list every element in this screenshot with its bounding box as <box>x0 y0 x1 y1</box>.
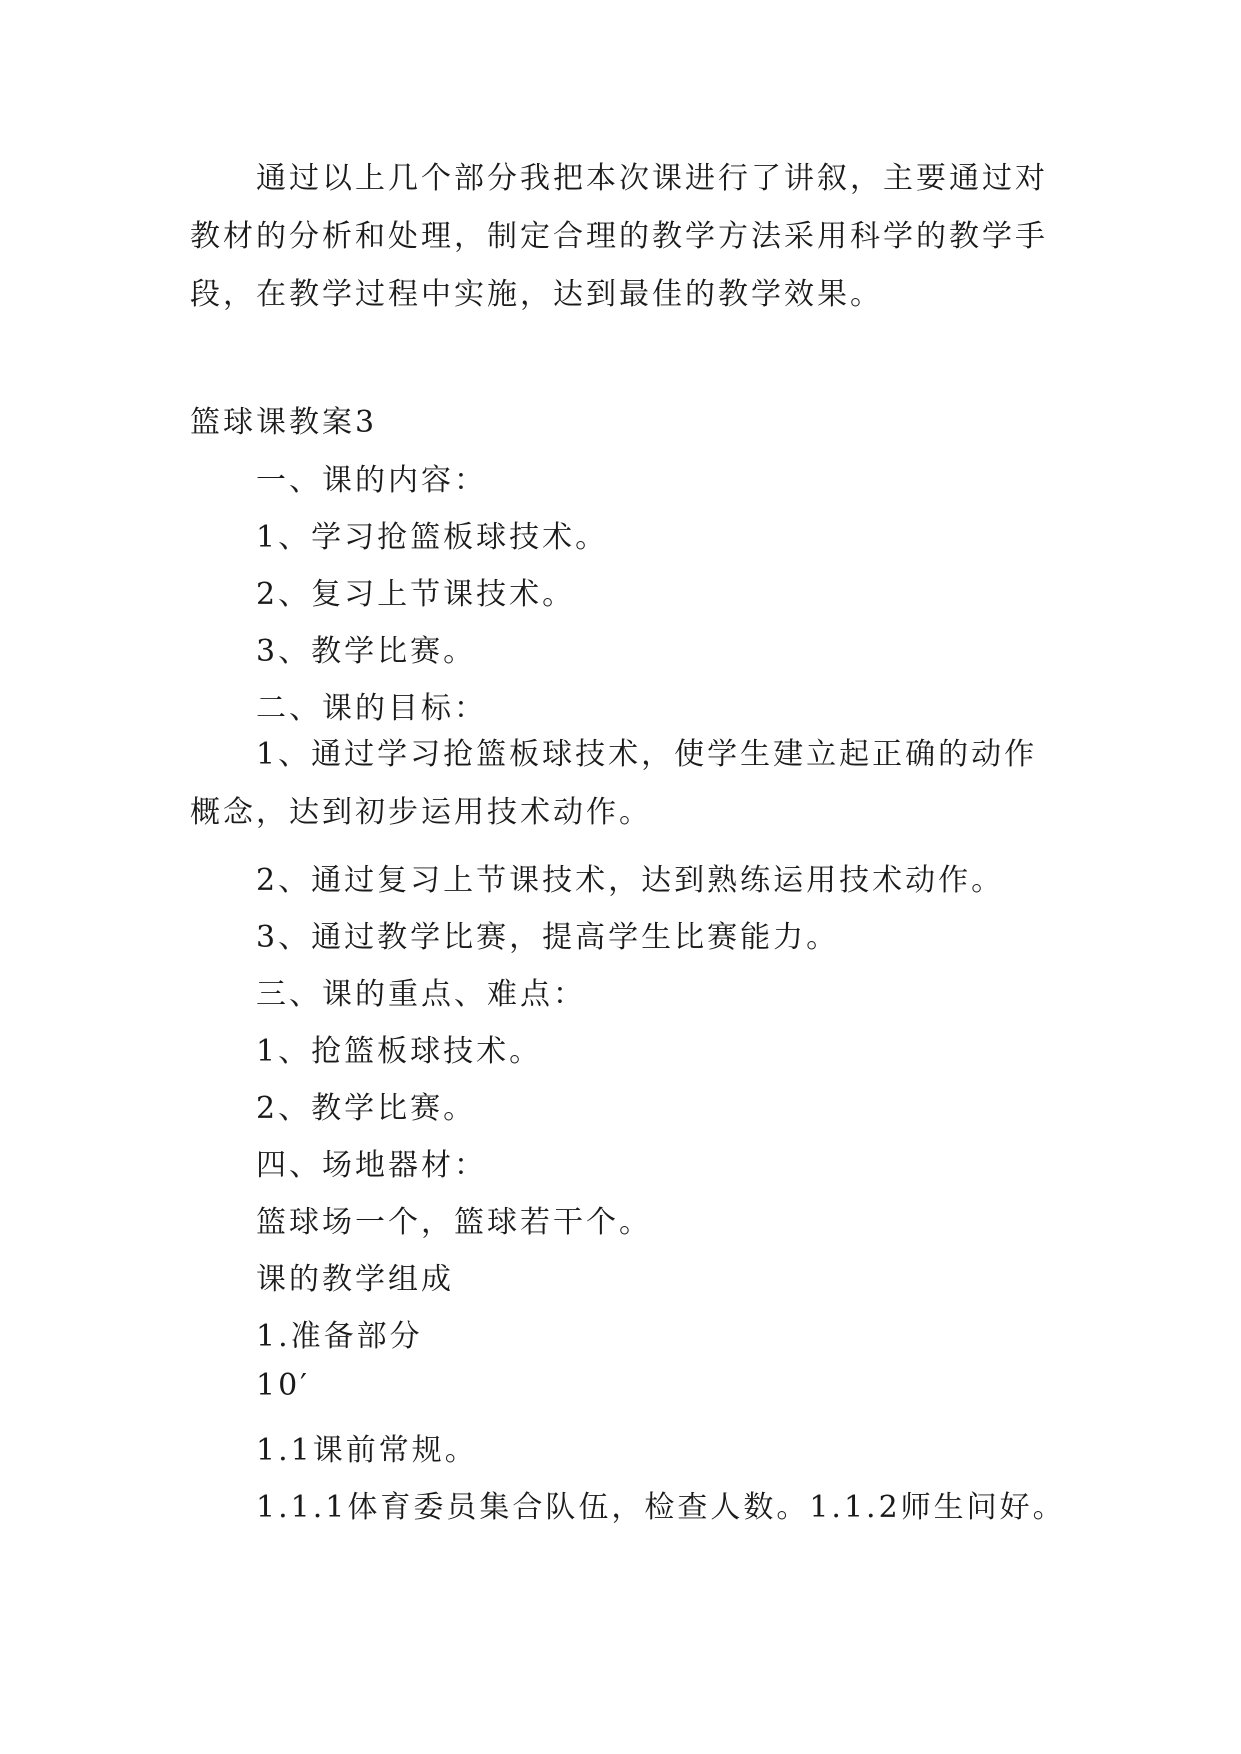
document-page <box>190 150 1066 1525</box>
routine-steps: 1.1.1体育委员集合队伍，检查人数。1.1.2师生问好。 <box>256 1490 1066 1525</box>
key-point-1: 1、抢篮板球技术。 <box>256 1034 543 1069</box>
goal-item-3: 3、通过教学比赛，提高学生比赛能力。 <box>256 920 840 955</box>
lesson-composition: 课的教学组成 <box>256 1262 454 1297</box>
heading-key-points: 三、课的重点、难点： <box>256 977 586 1012</box>
content-item-1: 1、学习抢篮板球技术。 <box>256 520 609 555</box>
pre-class-routine: 1.1课前常规。 <box>256 1433 478 1468</box>
content-item-3: 3、教学比赛。 <box>256 634 477 669</box>
key-point-2: 2、教学比赛。 <box>256 1091 477 1126</box>
heading-content: 一、课的内容： <box>256 463 487 498</box>
intro-paragraph: 通过以上几个部分我把本次课进行了讲叙，主要通过对教材的分析和处理，制定合理的教学方法采用科学的教学手段，在教学过程中实施，达到最佳的教学效果。 <box>190 161 1048 312</box>
heading-equipment: 四、场地器材： <box>256 1148 487 1183</box>
goal-item-1: 1、通过学习抢篮板球技术，使学生建立起正确的动作概念，达到初步运用技术动作。 <box>190 737 1038 830</box>
prep-duration: 10′ <box>256 1368 310 1403</box>
prep-section: 1.准备部分 <box>256 1319 423 1354</box>
section-title: 篮球课教案3 <box>190 405 378 440</box>
goal-item-2: 2、通过复习上节课技术，达到熟练运用技术动作。 <box>256 863 1005 898</box>
content-item-2: 2、复习上节课技术。 <box>256 577 576 612</box>
heading-goals: 二、课的目标： <box>256 691 487 726</box>
equipment-text: 篮球场一个，篮球若干个。 <box>256 1205 652 1240</box>
